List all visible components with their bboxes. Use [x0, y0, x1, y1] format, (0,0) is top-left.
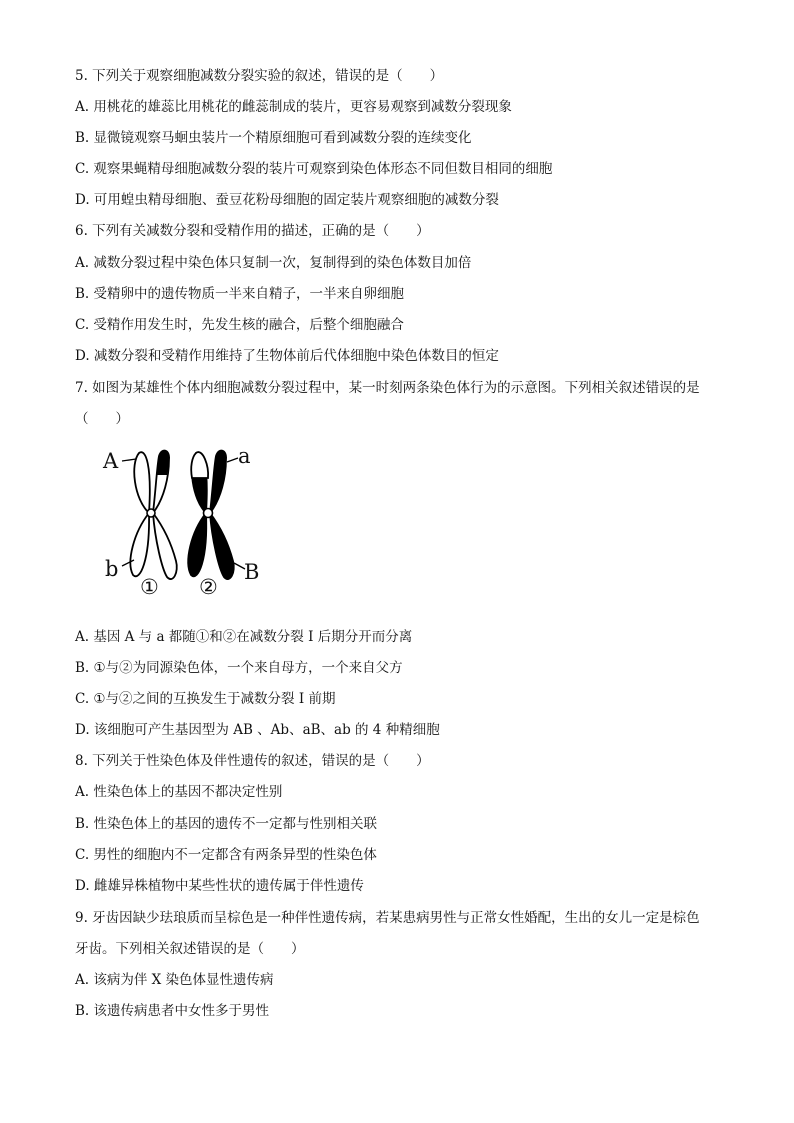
question-9-option-a: A. 该病为伴 X 染色体显性遗传病: [75, 972, 274, 988]
question-6-option-c: C. 受精作用发生时，先发生核的融合，后整个细胞融合: [75, 317, 404, 333]
question-7-option-a: A. 基因 A 与 a 都随①和②在减数分裂 I 后期分开而分离: [75, 629, 413, 645]
question-9-stem-line1: 9. 牙齿因缺少珐琅质而呈棕色是一种伴性遗传病，若某患病男性与正常女性婚配，生出的女儿一定是棕色: [75, 910, 700, 926]
question-7-stem-line1: 7. 如图为某雄性个体内细胞减数分裂过程中，某一时刻两条染色体行为的示意图。下列相关叙述错误的是: [75, 380, 700, 396]
leader-line-A: [122, 459, 136, 461]
question-7-option-d: D. 该细胞可产生基因型为 AB 、Ab、aB、ab 的 4 种精细胞: [75, 722, 440, 738]
chromosome-1: [130, 451, 176, 580]
question-6-stem: 6. 下列有关减数分裂和受精作用的描述，正确的是（ ）: [75, 223, 430, 239]
question-8-option-d: D. 雌雄异株植物中某些性状的遗传属于伴性遗传: [75, 878, 364, 894]
question-9-option-b: B. 该遗传病患者中女性多于男性: [75, 1003, 270, 1019]
question-5-option-d: D. 可用蝗虫精母细胞、蚕豆花粉母细胞的固定装片观察细胞的减数分裂: [75, 192, 499, 208]
gene-label-A: A: [103, 449, 119, 473]
question-5-option-b: B. 显微镜观察马蛔虫装片一个精原细胞可看到减数分裂的连续变化: [75, 130, 472, 146]
question-5-option-c: C. 观察果蝇精母细胞减数分裂的装片可观察到染色体形态不同但数目相同的细胞: [75, 161, 553, 177]
question-8-stem: 8. 下列关于性染色体及伴性遗传的叙述，错误的是（ ）: [75, 753, 430, 769]
gene-label-B: B: [244, 560, 260, 584]
chromosome-figure: [96, 442, 286, 607]
gene-label-a: a: [238, 444, 251, 468]
gene-label-b: b: [105, 557, 119, 581]
question-9-stem-line2: 牙齿。下列相关叙述错误的是（ ）: [75, 941, 305, 957]
question-7-option-c: C. ①与②之间的互换发生于减数分裂 I 前期: [75, 691, 336, 707]
chromosome-number-1: ①: [140, 575, 159, 599]
question-7-option-b: B. ①与②为同源染色体，一个来自母方，一个来自父方: [75, 660, 403, 676]
question-6-option-b: B. 受精卵中的遗传物质一半来自精子，一半来自卵细胞: [75, 286, 405, 302]
question-6-option-a: A. 减数分裂过程中染色体只复制一次，复制得到的染色体数目加倍: [75, 255, 472, 271]
question-8-option-b: B. 性染色体上的基因的遗传不一定都与性别相关联: [75, 816, 378, 832]
question-8-option-a: A. 性染色体上的基因不都决定性别: [75, 784, 283, 800]
chromosome-number-2: ②: [199, 575, 218, 599]
question-6-option-d: D. 减数分裂和受精作用维持了生物体前后代体细胞中染色体数目的恒定: [75, 348, 499, 364]
question-7-stem-line2: （ ）: [75, 411, 129, 427]
chromosome-2: [188, 451, 234, 580]
question-5-stem: 5. 下列关于观察细胞减数分裂实验的叙述，错误的是（ ）: [75, 68, 444, 84]
question-8-option-c: C. 男性的细胞内不一定都含有两条异型的性染色体: [75, 847, 377, 863]
question-5-option-a: A. 用桃花的雄蕊比用桃花的雌蕊制成的装片，更容易观察到减数分裂现象: [75, 99, 512, 115]
leader-line-a: [227, 458, 238, 462]
